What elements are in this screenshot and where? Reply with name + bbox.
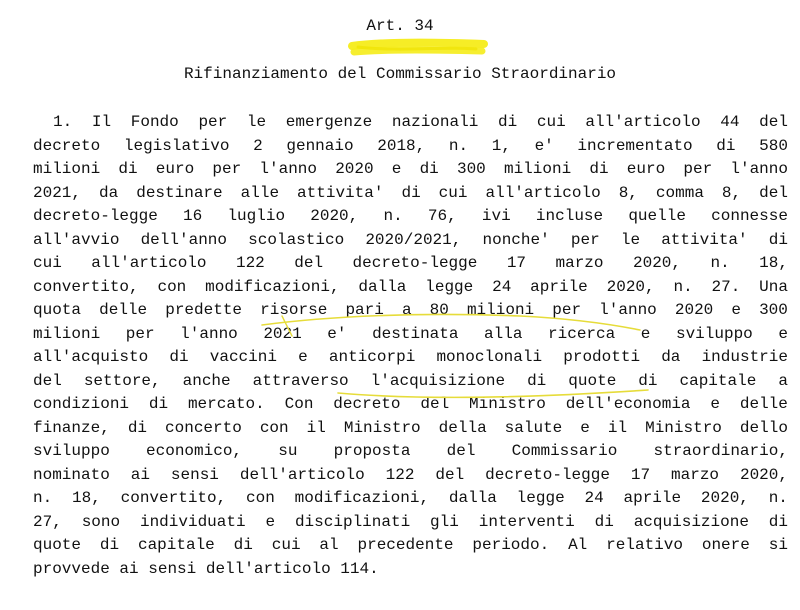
- paragraph-word: 2020,: [606, 277, 655, 296]
- paragraph-word: del: [33, 371, 62, 390]
- paragraph-word: del: [446, 442, 476, 460]
- paragraph-word: sviluppo: [675, 324, 753, 343]
- paragraph-word: Ministro: [645, 418, 722, 437]
- paragraph-word: incluse: [535, 207, 604, 225]
- paragraph-word: quota: [33, 301, 82, 319]
- paragraph-word: modificazioni,: [205, 277, 340, 296]
- paragraph-word: 2021,: [33, 183, 82, 202]
- paragraph-word: 300: [456, 160, 486, 178]
- paragraph-word: di: [594, 512, 614, 531]
- paragraph-word: di: [401, 183, 421, 202]
- paragraph-word: 2020,: [700, 489, 749, 507]
- paragraph-word: Commissario: [511, 442, 618, 460]
- paragraph-word: dell'economia: [565, 395, 691, 413]
- paragraph-word: per: [198, 113, 228, 131]
- paragraph-word: sono: [81, 512, 121, 531]
- paragraph-word: quote: [568, 371, 617, 390]
- paragraph-line: [33, 558, 788, 582]
- paragraph-word: del: [435, 465, 465, 484]
- paragraph-word: anticorpi: [328, 348, 416, 366]
- paragraph-word: modificazioni,: [294, 489, 430, 507]
- paragraph-word: all'avvio: [33, 230, 120, 249]
- paragraph-word: di: [527, 371, 547, 390]
- paragraph-line: [33, 111, 788, 135]
- paragraph-word: connesse: [711, 207, 788, 225]
- paragraph-word: del: [420, 395, 450, 413]
- paragraph-word: 8,: [721, 183, 742, 202]
- paragraph-line: [33, 464, 788, 488]
- paragraph-word: l'anno: [180, 324, 238, 343]
- paragraph-word: incrementato: [577, 136, 693, 155]
- paragraph-line: [33, 135, 788, 159]
- paragraph-word: l'anno: [599, 301, 657, 319]
- paragraph-word: concerto: [165, 418, 242, 437]
- paragraph-word: 114.: [340, 559, 379, 578]
- paragraph-word: delle: [99, 301, 148, 319]
- paragraph-word: di: [99, 536, 120, 554]
- paragraph-word: 300: [759, 301, 788, 319]
- paragraph-line: [33, 158, 788, 182]
- paragraph-line: [33, 487, 788, 511]
- paragraph-word: l'anno: [730, 160, 788, 178]
- paragraph-word: Al: [568, 536, 588, 554]
- paragraph-word: e: [391, 160, 402, 178]
- paragraph-word: 17: [506, 254, 527, 272]
- paragraph-word: per: [683, 160, 713, 178]
- paragraph-word: del: [759, 183, 788, 202]
- paragraph-word: su: [278, 442, 298, 460]
- paragraph-word: 76,: [427, 207, 457, 225]
- paragraph-word: emergenze: [285, 113, 373, 131]
- paragraph-word: di: [148, 395, 169, 413]
- paragraph-word: capitale: [679, 371, 757, 390]
- paragraph-word: attraverso: [252, 371, 349, 390]
- paragraph-word: 122: [385, 465, 415, 484]
- paragraph-word: risorse: [260, 301, 328, 319]
- paragraph-word: proposta: [333, 442, 411, 460]
- paragraph-word: marzo: [555, 254, 604, 272]
- paragraph-word: dell'articolo: [239, 465, 365, 484]
- paragraph-word: aprile: [530, 277, 588, 296]
- paragraph-word: attivita': [661, 230, 748, 249]
- paragraph-word: Ministro: [469, 395, 546, 413]
- paragraph-word: di: [118, 160, 138, 178]
- paragraph-word: scolastico: [248, 230, 345, 249]
- paragraph-word: n.: [673, 277, 693, 296]
- paragraph-word: condizioni: [33, 395, 130, 413]
- paragraph-word: salute: [504, 418, 563, 437]
- paragraph-word: milioni: [33, 160, 101, 178]
- paragraph-word: Con: [284, 395, 314, 413]
- paragraph-word: n.: [33, 489, 53, 507]
- paragraph-word: Fondo: [130, 113, 179, 131]
- paragraph-word: il: [607, 418, 628, 437]
- paragraph-word: 2020: [674, 301, 714, 319]
- paragraph-word: n.: [768, 489, 788, 507]
- paragraph-word: mercato.: [187, 395, 265, 413]
- paragraph-word: 2020,: [739, 465, 788, 484]
- paragraph-word: dello: [739, 418, 788, 437]
- paragraph-word: all'acquisto: [33, 348, 149, 366]
- paragraph-word: acquisizione: [633, 512, 749, 531]
- paragraph-word: con: [157, 277, 187, 296]
- paragraph-word: 24: [584, 489, 604, 507]
- paragraph-line: [33, 440, 788, 464]
- paragraph-line: [33, 346, 788, 370]
- paragraph-word: destinata: [372, 324, 459, 343]
- paragraph-word: di: [638, 371, 658, 390]
- paragraph-word: per: [570, 230, 600, 249]
- paragraph-word: anche: [182, 371, 231, 390]
- paragraph-word: 2: [253, 136, 263, 155]
- highlighter-mark: [352, 43, 484, 52]
- paragraph-word: con: [259, 418, 289, 437]
- paragraph-word: all'articolo: [585, 113, 701, 131]
- paragraph-word: marzo: [671, 465, 720, 484]
- paragraph-word: 2021: [263, 324, 302, 343]
- paragraph-line: [33, 534, 788, 558]
- paragraph-word: con: [246, 489, 275, 507]
- paragraph-word: al: [319, 536, 339, 554]
- paragraph-word: nominato: [33, 465, 110, 484]
- paragraph-word: cui: [271, 536, 301, 554]
- paragraph-word: 27,: [33, 512, 62, 531]
- paragraph-word: 18,: [72, 489, 101, 507]
- paragraph-word: e': [534, 136, 554, 155]
- paragraph-word: all'articolo: [91, 254, 207, 272]
- paragraph-word: 1.: [53, 113, 73, 131]
- paragraph-word: le: [246, 113, 267, 131]
- paragraph-word: relativo: [606, 536, 683, 554]
- paragraph-word: per: [212, 160, 242, 178]
- paragraph-word: di: [419, 160, 439, 178]
- paragraph-word: settore,: [83, 371, 161, 390]
- paragraph-word: e: [710, 395, 720, 413]
- article-paragraph: [33, 111, 788, 581]
- paragraph-word: dalla: [358, 277, 407, 296]
- paragraph-word: del: [759, 113, 788, 131]
- paragraph-word: comma: [655, 183, 704, 202]
- paragraph-word: 580: [759, 136, 788, 155]
- paragraph-word: per: [125, 324, 155, 343]
- paragraph-word: l'anno: [259, 160, 317, 178]
- paragraph-line: [33, 323, 788, 347]
- paragraph-word: decreto-legge: [33, 207, 158, 225]
- paragraph-word: periodo.: [472, 536, 550, 554]
- paragraph-word: milioni: [33, 324, 101, 343]
- paragraph-line: [33, 417, 788, 441]
- paragraph-word: di: [233, 536, 253, 554]
- paragraph-word: cui: [33, 254, 62, 272]
- article-title: Rifinanziamento del Commissario Straordinario: [183, 65, 617, 83]
- paragraph-word: convertito,: [120, 489, 227, 507]
- paragraph-word: a: [401, 301, 412, 319]
- paragraph-word: capitale: [137, 536, 215, 554]
- paragraph-word: e: [731, 301, 741, 319]
- paragraph-word: individuati: [139, 512, 246, 531]
- paragraph-word: delle: [739, 395, 788, 413]
- paragraph-word: 2020,: [632, 254, 681, 272]
- paragraph-word: da: [99, 183, 119, 202]
- paragraph-word: e: [265, 512, 276, 531]
- paragraph-word: ricerca: [548, 324, 616, 343]
- paragraph-word: 2018,: [377, 136, 426, 155]
- paragraph-word: finanze,: [33, 418, 110, 437]
- paragraph-word: e: [580, 418, 590, 437]
- paragraph-word: alla: [484, 324, 523, 343]
- paragraph-word: dalla: [448, 489, 497, 507]
- paragraph-word: di: [716, 136, 736, 155]
- paragraph-word: decreto-legge: [352, 254, 478, 272]
- paragraph-word: n.: [448, 136, 469, 155]
- paragraph-word: di: [497, 113, 518, 131]
- paragraph-word: e: [298, 348, 308, 366]
- paragraph-word: 16: [183, 207, 203, 225]
- paragraph-word: quelle: [628, 207, 686, 225]
- paragraph-word: onere: [701, 536, 750, 554]
- paragraph-word: legge: [516, 489, 565, 507]
- paragraph-word: legge: [425, 277, 474, 296]
- paragraph-word: quote: [33, 536, 82, 554]
- paragraph-word: disciplinati: [294, 512, 411, 531]
- paragraph-word: sensi: [170, 465, 219, 484]
- paragraph-word: si: [768, 536, 788, 554]
- paragraph-word: 17: [630, 465, 651, 484]
- paragraph-word: milioni: [466, 301, 535, 319]
- paragraph-word: decreto: [33, 136, 101, 155]
- paragraph-word: di: [768, 512, 788, 531]
- paragraph-word: dell'articolo: [205, 559, 341, 578]
- paragraph-line: [33, 229, 788, 253]
- paragraph-word: della: [438, 418, 487, 437]
- paragraph-word: del: [294, 254, 324, 272]
- paragraph-word: Ministro: [343, 418, 421, 437]
- paragraph-word: di: [169, 348, 189, 366]
- paragraph-word: e: [778, 324, 788, 343]
- paragraph-word: prodotti: [563, 348, 641, 366]
- paragraph-word: e': [327, 324, 347, 343]
- paragraph-word: aprile: [623, 489, 682, 507]
- paragraph-line: [33, 182, 788, 206]
- paragraph-word: e: [640, 324, 651, 343]
- paragraph-word: n.: [710, 254, 730, 272]
- paragraph-word: precedente: [357, 536, 454, 554]
- paragraph-word: di: [127, 418, 148, 437]
- paragraph-word: milioni: [503, 160, 572, 178]
- paragraph-word: ivi: [481, 207, 511, 225]
- paragraph-word: 44: [720, 113, 740, 131]
- paragraph-word: dell'anno: [140, 230, 227, 249]
- paragraph-word: convertito,: [33, 277, 139, 296]
- paragraph-word: il: [306, 418, 326, 437]
- paragraph-word: 8,: [618, 183, 638, 202]
- paragraph-word: economico,: [146, 442, 243, 460]
- paragraph-word: l'acquisizione: [370, 371, 506, 390]
- paragraph-word: sviluppo: [33, 442, 110, 460]
- paragraph-word: 18,: [759, 254, 788, 272]
- paragraph-word: nazionali: [391, 113, 479, 131]
- paragraph-word: Una: [759, 277, 788, 296]
- paragraph-word: 80: [429, 301, 449, 319]
- paragraph-word: interventi: [478, 512, 575, 531]
- paragraph-line: [33, 205, 788, 229]
- paragraph-word: predette: [165, 301, 243, 319]
- paragraph-word: pari: [345, 301, 384, 319]
- paragraph-word: 122: [235, 254, 265, 272]
- paragraph-word: ai: [130, 465, 150, 484]
- paragraph-word: 2020: [335, 160, 374, 178]
- paragraph-word: euro: [155, 160, 195, 178]
- paragraph-line: [33, 511, 788, 535]
- paragraph-word: sensi: [148, 559, 206, 578]
- paragraph-word: straordinario,: [653, 442, 788, 460]
- paragraph-line: [33, 393, 788, 417]
- paragraph-word: vaccini: [209, 348, 277, 366]
- paragraph-word: n.: [383, 207, 403, 225]
- paragraph-word: monoclonali: [436, 348, 543, 366]
- paragraph-word: alle: [240, 183, 280, 202]
- paragraph-word: luglio: [227, 207, 286, 225]
- paragraph-word: 2020,: [310, 207, 359, 225]
- article-number: Art. 34: [366, 17, 434, 35]
- paragraph-word: cui: [536, 113, 566, 131]
- paragraph-word: di: [589, 160, 609, 178]
- paragraph-word: decreto-legge: [485, 465, 610, 484]
- paragraph-word: per: [552, 301, 582, 319]
- paragraph-word: industrie: [701, 348, 788, 366]
- paragraph-word: legislativo: [123, 136, 230, 155]
- paragraph-word: ai: [119, 559, 149, 578]
- paragraph-word: cui: [438, 183, 468, 202]
- paragraph-word: a: [778, 371, 788, 390]
- paragraph-word: 24: [492, 277, 512, 296]
- paragraph-word: 2020/2021,: [365, 230, 462, 249]
- paragraph-word: euro: [626, 160, 666, 178]
- paragraph-word: provvede: [33, 559, 120, 578]
- paragraph-line: [33, 299, 788, 323]
- paragraph-word: gli: [430, 512, 459, 531]
- paragraph-word: all'articolo: [485, 183, 601, 202]
- paragraph-line: [33, 252, 788, 276]
- paragraph-word: le: [620, 230, 641, 249]
- paragraph-word: decreto: [333, 395, 401, 413]
- paragraph-word: Il: [91, 113, 112, 131]
- paragraph-word: 27.: [711, 277, 741, 296]
- paragraph-word: di: [768, 230, 788, 249]
- paragraph-word: nonche': [482, 230, 550, 249]
- paragraph-word: da: [661, 348, 681, 366]
- paragraph-word: attivita': [297, 183, 384, 202]
- paragraph-line: [33, 370, 788, 394]
- paragraph-word: gennaio: [286, 136, 354, 155]
- paragraph-word: destinare: [136, 183, 223, 202]
- paragraph-word: 1,: [491, 136, 511, 155]
- paragraph-line: [33, 276, 788, 300]
